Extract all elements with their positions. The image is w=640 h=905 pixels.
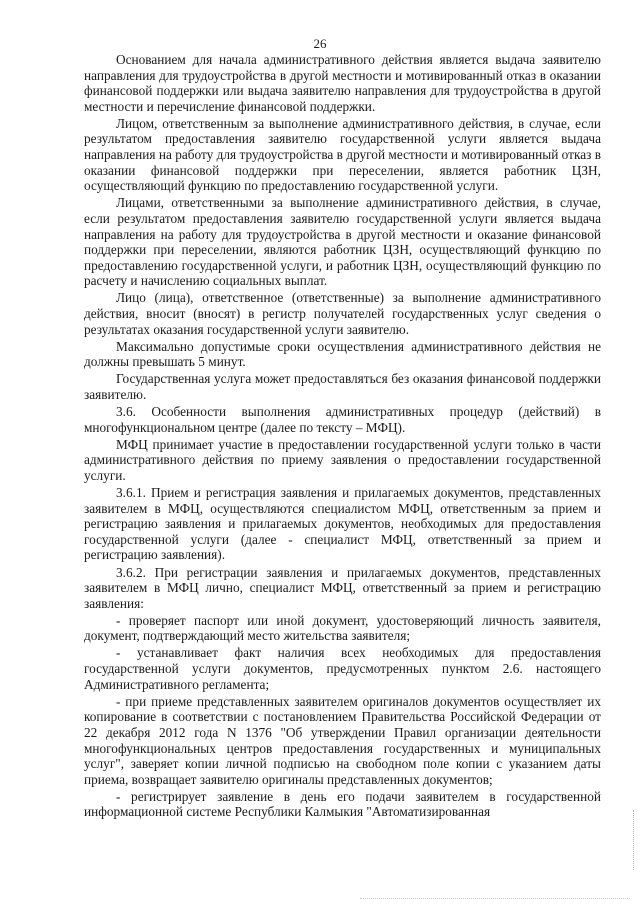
paragraph: Лицами, ответственными за выполнение административного действия, в случае, если результатом предоставления заявителю государственной услуги является выдача направления на работу для трудоустройства в другой местности и оказание финансовой поддержки при переселении, являются работник ЦЗН, осуществляющий функцию по предоставлению государственной услуги, и работник ЦЗН, осуществляющий функцию по расчету и начислению социальных выплат.: [84, 195, 601, 289]
scan-bottom-mark: [360, 897, 630, 899]
subsection-paragraph: 3.6.1. Прием и регистрация заявления и прилагаемых документов, представленных заявителем в МФЦ, осуществляются специалистом МФЦ, ответственным за прием и регистрацию заявления и прилагаемых документов, необходимых для предоставления государственной услуги (далее - специалист МФЦ, ответственный за прием и регистрацию заявления).: [84, 485, 601, 563]
scan-edge-mark: [632, 810, 634, 870]
paragraph: Лицо (лица), ответственное (ответственные) за выполнение административного действия, вносит (вносят) в регистр получателей государственных услуг сведения о результатах оказания государственной услуги заявителю.: [84, 290, 601, 337]
list-item: - при приеме представленных заявителем оригиналов документов осуществляет их копирование в соответствии с постановлением Правительства Российской Федерации от 22 декабря 2012 года N 1376 "Об утверждении Правил организации деятельности многофункциональных центров предоставления государственных и муниципальных услуг", заверяет копии личной подписью на свободном поле копии с указанием даты приема, возвращает заявителю оригиналы представленных документов;: [84, 693, 601, 787]
paragraph: Основанием для начала административного действия является выдача заявителю направления для трудоустройства в другой местности и мотивированный отказ в оказании финансовой поддержки или выдача заявителю направления для трудоустройства в другой местности и перечисление финансовой поддержки.: [84, 52, 601, 114]
page-number: 26: [313, 36, 327, 51]
paragraph: Государственная услуга может предоставляться без оказания финансовой поддержки заявителю.: [84, 371, 601, 402]
paragraph: МФЦ принимает участие в предоставлении государственной услуги только в части административного действия по приему заявления о предоставлении государственной услуги.: [84, 436, 601, 483]
section-heading: 3.6. Особенности выполнения административных процедур (действий) в многофункциональном центре (далее по тексту – МФЦ).: [84, 404, 601, 435]
list-item: - устанавливает факт наличия всех необходимых для предоставления государственной услуги документов, предусмотренных пунктом 2.6. настоящего Административного регламента;: [84, 645, 601, 692]
document-body: [84, 52, 601, 822]
subsection-paragraph: 3.6.2. При регистрации заявления и прилагаемых документов, представленных заявителем в МФЦ лично, специалист МФЦ, ответственный за прием и регистрацию заявления:: [84, 564, 601, 611]
list-item: - проверяет паспорт или иной документ, удостоверяющий личность заявителя, документ, подтверждающий место жительства заявителя;: [84, 612, 601, 644]
list-item: - регистрирует заявление в день его подачи заявителем в государственной информационной системе Республики Калмыкия "Автоматизированная: [84, 788, 601, 820]
paragraph: Максимально допустимые сроки осуществления административного действия не должны превышать 5 минут.: [84, 338, 601, 370]
paragraph: Лицом, ответственным за выполнение административного действия, в случае, если результатом предоставления заявителю государственной услуги является выдача направления на работу для трудоустройства в другой местности и мотивированный отказ в оказании финансовой поддержки при переселении, является работник ЦЗН, осуществляющий функцию по предоставлению государственной услуги.: [84, 115, 601, 194]
